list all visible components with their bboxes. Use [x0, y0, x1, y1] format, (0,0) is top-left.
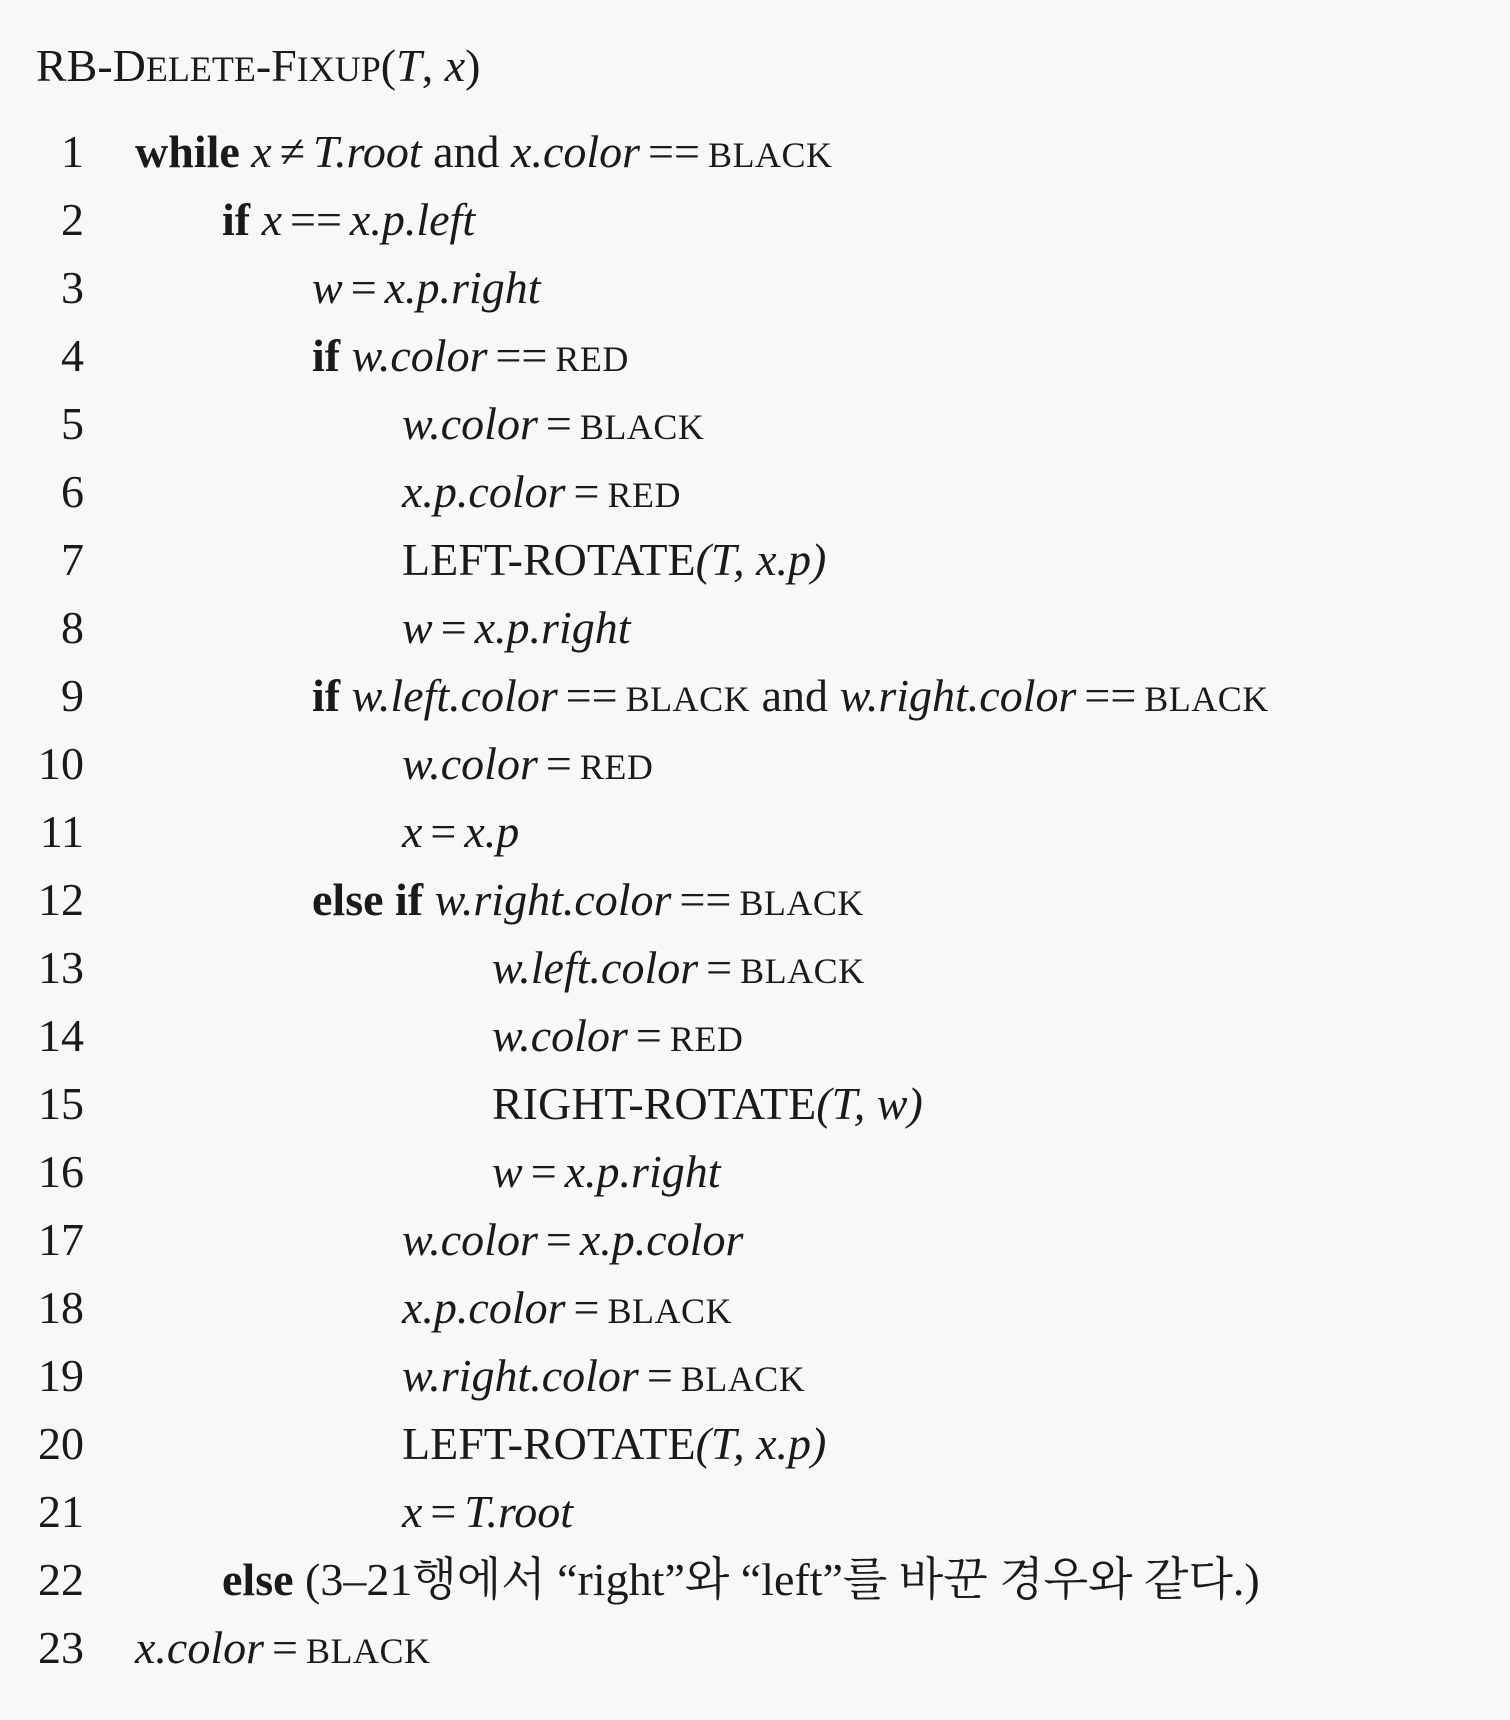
code-text [135, 1614, 430, 1685]
code-token: and [433, 126, 500, 177]
code-line [0, 1206, 1510, 1274]
code-token: w.right.color [434, 874, 672, 925]
line-number: 14 [38, 1010, 84, 1061]
code-token: == [495, 330, 548, 381]
code-line [0, 254, 1510, 322]
line-number: 15 [38, 1078, 84, 1129]
code-text [135, 118, 832, 189]
code-line [0, 1478, 1510, 1546]
code-token: == [565, 670, 618, 721]
line-number: 12 [38, 874, 84, 925]
code-token: x [261, 194, 283, 245]
code-token: x [402, 806, 423, 857]
code-token: (3–21행에서 “right”와 “left”를 바꾼 경우와 같다.) [305, 1554, 1260, 1605]
code-token: w.left.color [492, 942, 699, 993]
code-line [0, 458, 1510, 526]
code-token: = [706, 942, 733, 993]
code-token: RED [669, 1019, 744, 1059]
code-line [0, 594, 1510, 662]
code-token: x [402, 1486, 423, 1537]
code-token: RED [555, 339, 629, 379]
code-token: and [761, 670, 829, 721]
code-text [492, 1138, 721, 1206]
code-token: w.right.color [839, 670, 1077, 721]
code-token: BLACK [1144, 679, 1269, 719]
code-line [0, 1070, 1510, 1138]
code-text [402, 458, 681, 529]
code-token: x.p.color [579, 1214, 744, 1265]
code-text [312, 254, 541, 322]
code-line [0, 934, 1510, 1002]
code-token: = [545, 1214, 572, 1265]
code-line [0, 526, 1510, 594]
code-token: if [312, 330, 341, 381]
code-line [0, 390, 1510, 458]
code-line [0, 1002, 1510, 1070]
code-text [492, 1070, 923, 1138]
code-token: w [312, 262, 343, 313]
code-text [312, 322, 629, 393]
code-token: BLACK [680, 1359, 806, 1399]
code-lines [0, 118, 1510, 1682]
code-token: x.color [511, 126, 641, 177]
code-token: x.p.right [474, 602, 631, 653]
code-token: = [430, 1486, 457, 1537]
code-token: ≠ [279, 126, 305, 177]
code-token: w.color [402, 1214, 538, 1265]
line-number: 20 [38, 1418, 84, 1469]
line-number: 19 [38, 1350, 84, 1401]
line-number: 7 [61, 534, 84, 585]
line-number: 1 [61, 126, 84, 177]
code-line [0, 1274, 1510, 1342]
title-arg: T [396, 40, 422, 91]
code-token: else if [312, 874, 424, 925]
code-text [402, 594, 631, 662]
code-token: w.right.color [402, 1350, 639, 1401]
code-line [0, 322, 1510, 390]
code-token: x [251, 126, 272, 177]
code-token: (T, w) [816, 1078, 923, 1129]
code-token: == [290, 194, 342, 245]
code-text [402, 1410, 826, 1478]
code-text [312, 662, 1269, 733]
code-token: x.p.right [384, 262, 541, 313]
code-token: = [646, 1350, 673, 1401]
code-token: BLACK [607, 1291, 732, 1331]
code-text [402, 1206, 743, 1274]
code-token: x.color [135, 1622, 265, 1673]
code-token: BLACK [707, 135, 833, 175]
code-token: == [679, 874, 732, 925]
code-text [402, 526, 826, 594]
code-token: = [573, 1282, 600, 1333]
code-token: == [648, 126, 700, 177]
title-name-part: -F [255, 40, 297, 91]
code-token: x.p.right [564, 1146, 721, 1197]
code-token: RIGHT-ROTATE [492, 1078, 817, 1129]
code-line [0, 118, 1510, 186]
code-line [0, 798, 1510, 866]
code-token: = [272, 1622, 298, 1673]
code-token: = [440, 602, 467, 653]
code-text [402, 390, 704, 461]
code-text [402, 730, 653, 801]
title-paren: ( [380, 40, 397, 91]
code-token: BLACK [739, 883, 864, 923]
code-token: BLACK [740, 951, 865, 991]
line-number: 9 [61, 670, 84, 721]
code-text [402, 1274, 732, 1345]
line-number: 21 [38, 1486, 84, 1537]
title-name-part: IXUP [296, 49, 381, 89]
code-line [0, 730, 1510, 798]
code-line [0, 1138, 1510, 1206]
code-token: = [635, 1010, 662, 1061]
code-token: RED [607, 475, 681, 515]
code-token: w.color [402, 398, 538, 449]
code-line [0, 1342, 1510, 1410]
code-token: T.root [312, 126, 422, 177]
code-token: x.p.left [349, 194, 476, 245]
line-number: 10 [38, 738, 84, 789]
code-token: = [545, 738, 572, 789]
code-token: (T, x.p) [695, 1418, 827, 1469]
line-number: 18 [38, 1282, 84, 1333]
line-number: 4 [61, 330, 84, 381]
line-number: 22 [38, 1554, 84, 1605]
code-token: (T, x.p) [695, 534, 827, 585]
code-token: w.left.color [351, 670, 558, 721]
code-token: = [350, 262, 377, 313]
code-text [402, 798, 519, 866]
code-token: = [545, 398, 572, 449]
code-text [312, 866, 864, 937]
code-token: RED [579, 747, 654, 787]
title-arg: x [444, 40, 466, 91]
code-token: while [135, 126, 240, 177]
code-token: == [1084, 670, 1137, 721]
code-token: w.color [351, 330, 488, 381]
code-token: x.p.color [402, 466, 566, 517]
line-number: 17 [38, 1214, 84, 1265]
line-number: 2 [61, 194, 84, 245]
code-token: BLACK [305, 1631, 431, 1671]
code-token: w.color [402, 738, 538, 789]
line-number: 11 [39, 806, 84, 857]
code-token: LEFT-ROTATE [402, 1418, 696, 1469]
code-line [0, 1546, 1510, 1614]
code-token: T.root [464, 1486, 574, 1537]
code-text [222, 186, 475, 254]
line-number: 6 [61, 466, 84, 517]
code-token: else [222, 1554, 294, 1605]
line-number: 23 [38, 1622, 84, 1673]
code-token: = [573, 466, 600, 517]
title-name-part: RB-D [36, 40, 146, 91]
title-comma: , [421, 40, 445, 91]
code-token: x.p [464, 806, 520, 857]
line-number: 8 [61, 602, 84, 653]
code-token: = [430, 806, 457, 857]
title-paren: ) [465, 40, 481, 91]
code-line [0, 1410, 1510, 1478]
procedure-title [36, 38, 480, 97]
code-token: BLACK [625, 679, 751, 719]
code-text [402, 1342, 805, 1413]
code-token: if [222, 194, 251, 245]
code-text [402, 1478, 573, 1546]
code-text [492, 934, 865, 1005]
code-token: BLACK [579, 407, 705, 447]
line-number: 5 [61, 398, 84, 449]
code-line [0, 662, 1510, 730]
code-line [0, 866, 1510, 934]
code-text [222, 1546, 1260, 1614]
code-token: w [492, 1146, 523, 1197]
code-token: x.p.color [402, 1282, 566, 1333]
code-text [492, 1002, 743, 1073]
line-number: 3 [61, 262, 84, 313]
line-number: 13 [38, 942, 84, 993]
code-line [0, 186, 1510, 254]
line-number: 16 [38, 1146, 84, 1197]
code-token: w.color [492, 1010, 628, 1061]
code-token: = [530, 1146, 557, 1197]
title-name-part: ELETE [145, 49, 256, 89]
code-line [0, 1614, 1510, 1682]
code-token: if [312, 670, 341, 721]
code-token: w [402, 602, 433, 653]
code-token: LEFT-ROTATE [402, 534, 696, 585]
